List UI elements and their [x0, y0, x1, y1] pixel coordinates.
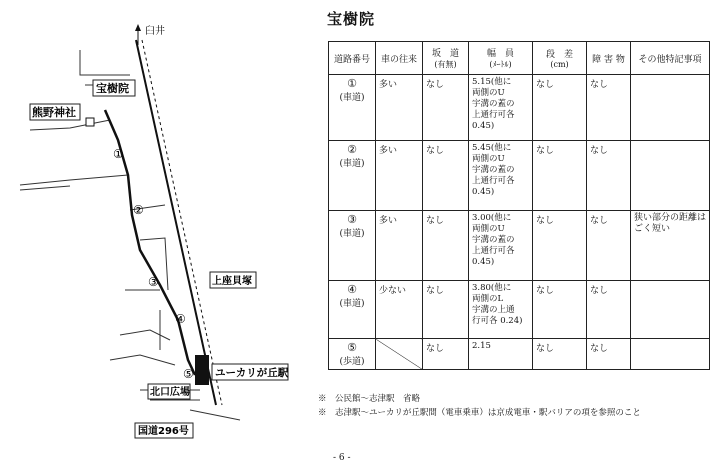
table-row: [329, 281, 710, 339]
table-row: [329, 141, 710, 211]
header-width: 幅 員 (ﾒｰﾄﾙ): [469, 42, 533, 75]
header-obstacle: 障 害 物: [587, 42, 631, 75]
header-slope: 坂 道 (有無): [423, 42, 469, 75]
cell-width: 3.80(他に 両側のL 宇溝の上通 行可各 0.24): [469, 281, 533, 339]
cell-route-no: ④ (車道): [329, 281, 376, 339]
cell-route-no: ② (車道): [329, 141, 376, 211]
marker-3: ③: [148, 275, 159, 289]
cell-obstacle: なし: [587, 281, 631, 339]
cell-notes: [631, 281, 710, 339]
marker-4: ④: [175, 312, 186, 326]
cell-traffic: 多い: [376, 141, 423, 211]
cell-notes: [631, 339, 710, 370]
station-building: [195, 355, 209, 385]
table-row: [329, 211, 710, 281]
cell-width: 5.15(他に 両側のU 宇溝の蓋の 上通行可各 0.45): [469, 75, 533, 141]
page-title: 宝樹院: [327, 10, 376, 28]
marker-5: ⑤: [183, 367, 194, 381]
header-step: 段 差 (cm): [533, 42, 587, 75]
cell-slope: なし: [423, 281, 469, 339]
marker-2: ②: [133, 203, 144, 217]
table-header-row: [329, 42, 710, 75]
cell-slope: なし: [423, 211, 469, 281]
footnote-2: ※ 志津駅～ユーカリが丘駅間（電車乗車）は京成電車・駅バリアの項を参照のこと: [318, 408, 641, 418]
cell-obstacle: なし: [587, 211, 631, 281]
page-number: - 6 -: [333, 453, 351, 463]
cell-notes: 狭い部分の距離はごく短い: [631, 211, 710, 281]
cell-width: 3.00(他に 両側のU 宇溝の蓋の 上通行可各 0.45): [469, 211, 533, 281]
cell-notes: [631, 141, 710, 211]
cell-traffic: 少ない: [376, 281, 423, 339]
cell-width: 2.15: [469, 339, 533, 370]
place-kamiza-shell-mound: 上座貝塚: [212, 276, 252, 287]
cell-route-no: ③ (車道): [329, 211, 376, 281]
north-label: 臼井: [145, 26, 165, 37]
footnote-1: ※ 公民館～志津駅 省略: [318, 394, 421, 404]
cell-slope: なし: [423, 75, 469, 141]
place-route-296: 国道296号: [138, 426, 189, 437]
cell-notes: [631, 75, 710, 141]
cell-slope: なし: [423, 141, 469, 211]
cell-step: なし: [533, 211, 587, 281]
cell-obstacle: なし: [587, 339, 631, 370]
route-table: [328, 41, 710, 370]
cell-slope: なし: [423, 339, 469, 370]
table-row: [329, 339, 710, 370]
cell-obstacle: なし: [587, 75, 631, 141]
cell-step: なし: [533, 141, 587, 211]
place-yukarigaoka-station: ユーカリが丘駅: [215, 367, 289, 379]
header-traffic: 車の往来: [376, 42, 423, 75]
cell-traffic: 多い: [376, 75, 423, 141]
cell-route-no: ① (車道): [329, 75, 376, 141]
cell-traffic-empty: [376, 339, 423, 370]
place-kumano-shrine: 熊野神社: [32, 106, 76, 119]
railway-line: [136, 40, 222, 405]
cell-step: なし: [533, 339, 587, 370]
marker-1: ①: [113, 147, 124, 161]
cell-step: なし: [533, 75, 587, 141]
cell-traffic: 多い: [376, 211, 423, 281]
cell-width: 5.45(他に 両側のU 宇溝の蓋の 上通行可各 0.45): [469, 141, 533, 211]
header-route-no: 道路番号: [329, 42, 376, 75]
header-notes: その他特記事項: [631, 42, 710, 75]
route-map: [0, 0, 300, 450]
cell-step: なし: [533, 281, 587, 339]
cell-route-no: ⑤ (歩道): [329, 339, 376, 370]
place-hojuin: 宝樹院: [96, 82, 129, 95]
cell-obstacle: なし: [587, 141, 631, 211]
place-north-exit-plaza: 北口広場: [150, 387, 190, 398]
table-row: [329, 75, 710, 141]
